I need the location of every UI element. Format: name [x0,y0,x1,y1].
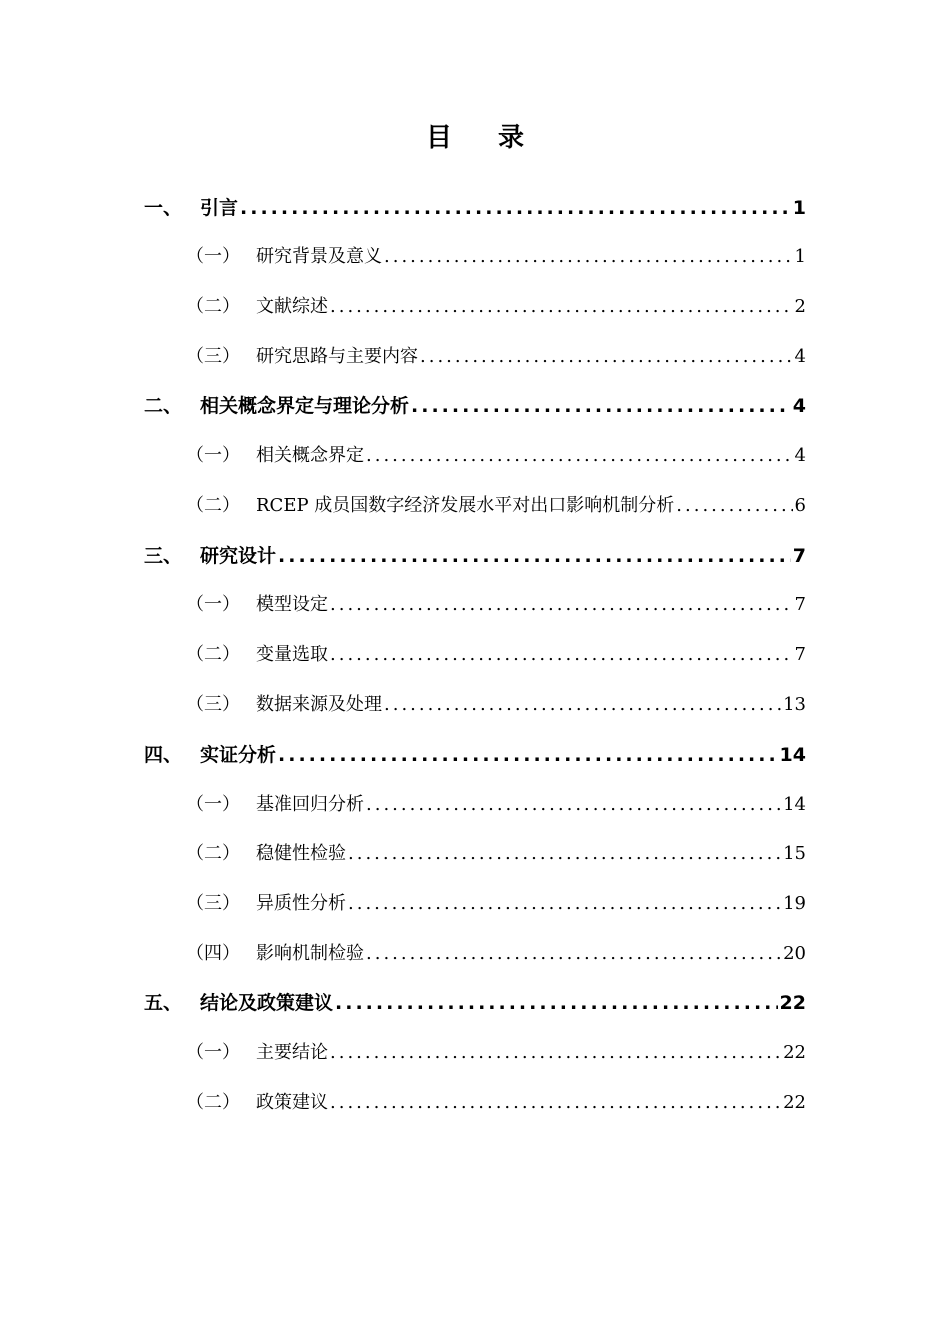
toc-page: 7 [794,594,806,615]
toc-entry[interactable] [186,342,806,372]
toc-label: 影响机制检验 [256,943,364,964]
toc-leader-dots [384,690,781,720]
toc-leader-dots [348,839,781,869]
toc-page: 13 [783,694,806,715]
toc-leader-dots [366,441,793,471]
toc-number: 三、 [144,545,183,567]
toc-number: （一） [186,445,240,466]
toc-label: 研究背景及意义 [256,246,382,267]
toc-leader-dots [676,491,792,521]
toc-leader-dots [330,640,793,670]
toc-leader-dots [330,590,793,620]
toc-entry[interactable] [186,1038,806,1068]
toc-label: 文献综述 [256,296,328,317]
toc-number: （二） [186,1092,240,1113]
toc-entry[interactable] [186,1088,806,1118]
toc-entry[interactable] [186,839,806,869]
toc-entry[interactable] [186,690,806,720]
toc-number: （一） [186,1042,240,1063]
toc-page: 7 [794,644,806,665]
toc-page: 19 [783,893,806,914]
toc-entry[interactable] [186,640,806,670]
toc-page: 4 [794,445,806,466]
title-char-2: 录 [498,123,525,153]
toc-leader-dots [330,1038,781,1068]
toc-leader-dots [240,193,791,223]
toc-entry[interactable] [186,292,806,322]
toc-number: （一） [186,794,240,815]
toc-leader-dots [366,790,781,820]
title-char-1: 目 [425,123,452,153]
toc-entry[interactable] [186,790,806,820]
toc-label: 引言 [200,197,239,219]
toc-label: 基准回归分析 [256,794,364,815]
toc-page: 22 [783,1042,806,1063]
toc-entry[interactable] [144,391,806,421]
toc-leader-dots [420,342,793,372]
toc-entry[interactable] [186,590,806,620]
toc-page: 1 [794,246,806,267]
toc-number: （三） [186,893,240,914]
toc-leader-dots [411,391,791,421]
toc-page: 20 [783,943,806,964]
toc-number: （一） [186,594,240,615]
toc-page: 1 [792,197,806,219]
toc-page: 7 [792,545,806,567]
toc-entry[interactable] [186,939,806,969]
toc-number: 四、 [144,744,183,766]
toc-leader-dots [330,292,793,322]
toc-number: （二） [186,495,240,516]
toc-entry[interactable] [186,889,806,919]
toc-page: 14 [779,744,806,766]
toc-page: 6 [794,495,806,516]
toc-page: 22 [779,992,806,1014]
toc-number: （二） [186,296,240,317]
toc-leader-dots [335,988,778,1018]
toc-leader-dots [384,242,793,272]
toc-entry[interactable] [144,541,806,571]
toc-label: 相关概念界定 [256,445,364,466]
toc-label: 结论及政策建议 [200,992,334,1014]
toc-leader-dots [278,541,791,571]
toc-entry[interactable] [186,491,806,521]
toc-label: 实证分析 [200,744,277,766]
toc-label: 异质性分析 [256,893,346,914]
toc-label: 研究思路与主要内容 [256,346,418,367]
toc-number: （一） [186,246,240,267]
toc-number: 二、 [144,395,183,417]
toc-leader-dots [348,889,781,919]
toc-page: 14 [783,794,806,815]
toc-entry[interactable] [186,242,806,272]
toc-page: 22 [783,1092,806,1113]
toc-label: 政策建议 [256,1092,328,1113]
toc-number: （二） [186,843,240,864]
toc-number: （四） [186,943,240,964]
toc-number: （三） [186,694,240,715]
toc-label: RCEP 成员国数字经济发展水平对出口影响机制分析 [256,495,675,516]
toc-number: 一、 [144,197,183,219]
toc-label: 相关概念界定与理论分析 [200,395,410,417]
toc-entry[interactable] [144,740,806,770]
toc-entry[interactable] [144,988,806,1018]
toc-label: 主要结论 [256,1042,328,1063]
toc-entry[interactable] [144,193,806,223]
toc-label: 模型设定 [256,594,328,615]
toc-leader-dots [278,740,778,770]
toc-number: （三） [186,346,240,367]
toc-page: 4 [792,395,806,417]
toc-label: 研究设计 [200,545,277,567]
toc-leader-dots [366,939,781,969]
toc-number: 五、 [144,992,183,1014]
toc-number: （二） [186,644,240,665]
toc-page: 15 [783,843,806,864]
toc-label: 稳健性检验 [256,843,346,864]
toc-page: 2 [794,296,806,317]
toc-entry[interactable] [186,441,806,471]
toc-label: 数据来源及处理 [256,694,382,715]
toc-page: 4 [794,346,806,367]
toc-label: 变量选取 [256,644,328,665]
toc-leader-dots [330,1088,781,1118]
